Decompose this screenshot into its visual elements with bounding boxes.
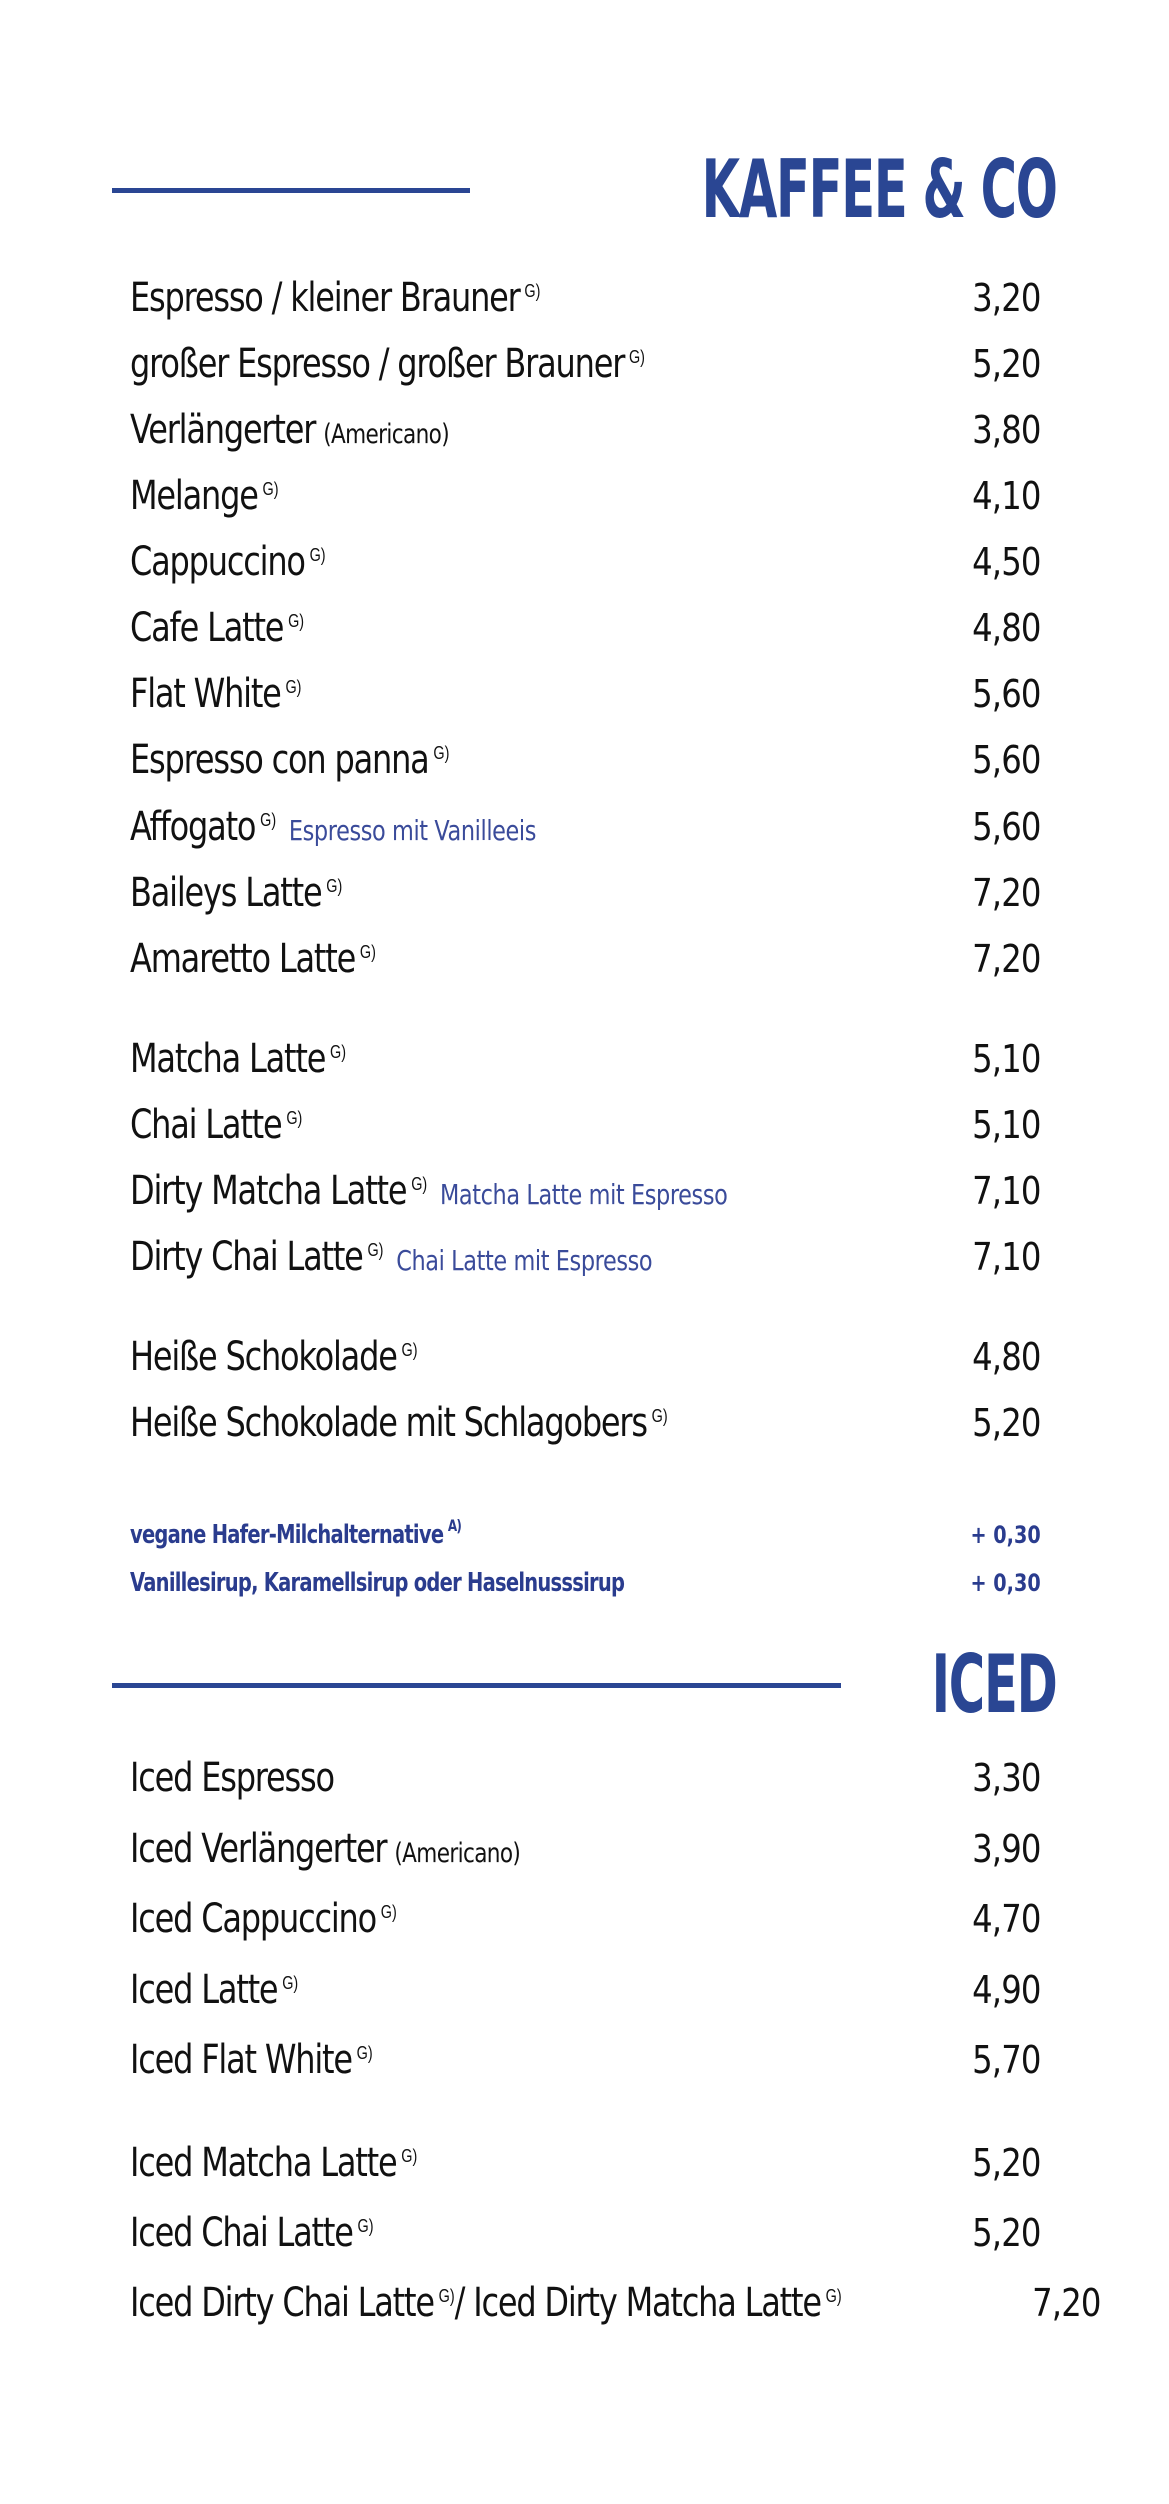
menu-item-left xyxy=(130,2210,374,2256)
menu-item-row xyxy=(130,664,1041,724)
extra-option-row xyxy=(130,1517,1041,1553)
kaffee-section-header xyxy=(112,143,1057,236)
menu-item-row xyxy=(130,268,1041,328)
menu-item-left xyxy=(130,870,342,916)
allergen-marker: G) xyxy=(330,1042,347,1062)
menu-item-left xyxy=(130,275,540,321)
menu-item-note: (Americano) xyxy=(323,419,450,450)
iced-section-header xyxy=(112,1638,1057,1731)
menu-item-name: Heiße Schokolade mit Schlagobers xyxy=(130,1400,647,1446)
menu-item-row xyxy=(130,1029,1041,1089)
allergen-marker: G) xyxy=(401,2146,418,2166)
menu-item-name: Iced Matcha Latte xyxy=(130,2140,397,2186)
menu-item-row xyxy=(130,2133,1041,2193)
menu-item-price: 5,20 xyxy=(972,342,1041,386)
menu-item-left xyxy=(130,1334,418,1380)
menu-item-row xyxy=(130,1227,1041,1287)
menu-item-price: 7,20 xyxy=(972,871,1041,915)
extra-option-row xyxy=(130,1565,1041,1601)
menu-item-row xyxy=(130,2273,1101,2333)
menu-item-note: (Americano) xyxy=(394,1838,521,1869)
iced-section-title: ICED xyxy=(932,1638,1057,1731)
menu-item-price: 7,10 xyxy=(972,1235,1041,1279)
kaffee-header-rule xyxy=(112,188,470,193)
menu-item-name: Iced Dirty Chai Latte xyxy=(130,2280,434,2326)
menu-item-name: Amaretto Latte xyxy=(130,936,356,982)
menu-item-price: 3,30 xyxy=(972,1756,1041,1800)
menu-item-row xyxy=(130,1393,1041,1453)
menu-item-left xyxy=(130,1826,520,1872)
menu-item-price: 4,70 xyxy=(972,1897,1041,1941)
allergen-marker: G) xyxy=(282,1973,299,1993)
menu-item-left xyxy=(130,1168,727,1214)
menu-item-name-secondary: / Iced Dirty Matcha Latte xyxy=(454,2280,821,2326)
menu-item-price: 5,60 xyxy=(972,738,1041,782)
extra-option-name: vegane Hafer-Milchalternative xyxy=(130,1520,444,1550)
menu-item-left xyxy=(130,1400,668,1446)
menu-item-price: 5,70 xyxy=(972,2038,1041,2082)
menu-item-price: 3,90 xyxy=(972,1827,1041,1871)
allergen-marker: G) xyxy=(286,1108,303,1128)
allergen-marker: G) xyxy=(651,1406,668,1426)
menu-item-name: Iced Flat White xyxy=(130,2037,352,2083)
allergen-marker: G) xyxy=(288,611,305,631)
allergen-marker: G) xyxy=(260,810,277,830)
menu-item-left xyxy=(130,1896,397,1942)
menu-item-price: 5,60 xyxy=(972,672,1041,716)
menu-item-price: 5,20 xyxy=(972,1401,1041,1445)
kaffee-section-title: KAFFEE & CO xyxy=(701,143,1057,236)
menu-item-left xyxy=(130,1102,302,1148)
menu-item-row xyxy=(130,466,1041,526)
menu-item-row xyxy=(130,730,1041,790)
menu-item-left xyxy=(130,804,536,850)
menu-item-name: Cafe Latte xyxy=(130,605,284,651)
menu-item-name: Cappuccino xyxy=(130,539,305,585)
menu-item-left xyxy=(130,737,449,783)
menu-item-price: 4,10 xyxy=(972,474,1041,518)
menu-item-left xyxy=(130,1036,346,1082)
menu-item-left xyxy=(130,671,301,717)
menu-item-name: Baileys Latte xyxy=(130,870,322,916)
menu-item-price: 5,20 xyxy=(972,2211,1041,2255)
menu-item-price: 7,20 xyxy=(1031,2281,1101,2325)
menu-item-description: Matcha Latte mit Espresso xyxy=(439,1178,728,1211)
menu-item-price: 4,50 xyxy=(972,540,1041,584)
menu-item-name: Verlängerter xyxy=(130,407,316,453)
menu-item-name: Dirty Matcha Latte xyxy=(130,1168,407,1214)
menu-item-name: Heiße Schokolade xyxy=(130,1334,397,1380)
menu-item-left xyxy=(130,2037,373,2083)
menu-item-name: Espresso / kleiner Brauner xyxy=(130,275,520,321)
menu-item-left xyxy=(130,936,376,982)
allergen-marker: G) xyxy=(438,2286,455,2306)
allergen-marker: A) xyxy=(447,1516,462,1535)
menu-item-name: Iced Espresso xyxy=(130,1755,334,1801)
menu-item-name: großer Espresso / großer Brauner xyxy=(130,341,625,387)
menu-item-left xyxy=(130,473,278,519)
extra-option-label xyxy=(130,1516,462,1550)
menu-item-row xyxy=(130,2203,1041,2263)
allergen-marker: G) xyxy=(524,281,541,301)
allergen-marker: G) xyxy=(628,347,645,367)
allergen-marker: G) xyxy=(380,1902,397,1922)
menu-item-price: 5,10 xyxy=(972,1103,1041,1147)
menu-item-price: 5,60 xyxy=(972,805,1041,849)
menu-item-description: Chai Latte mit Espresso xyxy=(396,1244,653,1277)
menu-item-row xyxy=(130,1748,1041,1808)
menu-item-name: Dirty Chai Latte xyxy=(130,1234,363,1280)
menu-item-row xyxy=(130,1327,1041,1387)
menu-item-row xyxy=(130,2030,1041,2090)
menu-item-left xyxy=(130,1967,298,2013)
menu-item-row xyxy=(130,1161,1041,1221)
allergen-marker: G) xyxy=(309,545,326,565)
menu-item-name: Iced Latte xyxy=(130,1967,278,2013)
menu-item-name: Flat White xyxy=(130,671,281,717)
menu-item-price: 4,80 xyxy=(972,606,1041,650)
menu-item-row xyxy=(130,1960,1041,2020)
menu-item-row xyxy=(130,929,1041,989)
extra-option-label xyxy=(130,1568,624,1598)
menu-item-price: 4,90 xyxy=(972,1968,1041,2012)
menu-item-left xyxy=(130,341,645,387)
allergen-marker: G) xyxy=(262,479,279,499)
menu-item-left xyxy=(130,2140,417,2186)
menu-item-left xyxy=(130,1234,652,1280)
menu-item-name: Chai Latte xyxy=(130,1102,282,1148)
menu-item-left xyxy=(130,2280,842,2326)
allergen-marker: G) xyxy=(411,1174,428,1194)
menu-item-name: Iced Chai Latte xyxy=(130,2210,353,2256)
menu-item-row xyxy=(130,400,1041,460)
menu-item-price: 5,20 xyxy=(972,2141,1041,2185)
allergen-marker: G) xyxy=(433,743,450,763)
menu-item-price: 3,20 xyxy=(972,276,1041,320)
menu-item-name: Iced Cappuccino xyxy=(130,1896,376,1942)
extra-option-price: + 0,30 xyxy=(970,1521,1041,1549)
allergen-marker: G) xyxy=(285,677,302,697)
menu-item-left xyxy=(130,1755,334,1801)
allergen-marker: G) xyxy=(357,2216,374,2236)
menu-item-name: Iced Verlängerter xyxy=(130,1826,387,1872)
menu-item-row xyxy=(130,1889,1041,1949)
menu-item-name: Melange xyxy=(130,473,258,519)
menu-item-price: 7,20 xyxy=(972,937,1041,981)
allergen-marker: G) xyxy=(356,2043,373,2063)
menu-item-description: Espresso mit Vanilleeis xyxy=(288,814,536,847)
allergen-marker: G) xyxy=(825,2286,842,2306)
menu-item-row xyxy=(130,1819,1041,1879)
menu-item-row xyxy=(130,598,1041,658)
menu-item-name: Espresso con panna xyxy=(130,737,429,783)
menu-item-left xyxy=(130,539,326,585)
menu-item-price: 3,80 xyxy=(972,408,1041,452)
menu-item-name: Affogato xyxy=(130,804,256,850)
menu-item-row xyxy=(130,797,1041,857)
menu-item-name: Matcha Latte xyxy=(130,1036,326,1082)
menu-item-left xyxy=(130,407,449,453)
menu-item-row xyxy=(130,334,1041,394)
iced-header-rule xyxy=(112,1683,841,1688)
menu-item-price: 7,10 xyxy=(972,1169,1041,1213)
menu-item-price: 5,10 xyxy=(972,1037,1041,1081)
menu-item-row xyxy=(130,532,1041,592)
extra-option-name: Vanillesirup, Karamellsirup oder Haselnusssirup xyxy=(130,1568,625,1598)
menu-item-left xyxy=(130,605,304,651)
allergen-marker: G) xyxy=(326,876,343,896)
menu-item-price: 4,80 xyxy=(972,1335,1041,1379)
allergen-marker: G) xyxy=(367,1240,384,1260)
extra-option-price: + 0,30 xyxy=(970,1569,1041,1597)
allergen-marker: G) xyxy=(359,942,376,962)
menu-item-row xyxy=(130,863,1041,923)
allergen-marker: G) xyxy=(401,1340,418,1360)
menu-item-row xyxy=(130,1095,1041,1155)
